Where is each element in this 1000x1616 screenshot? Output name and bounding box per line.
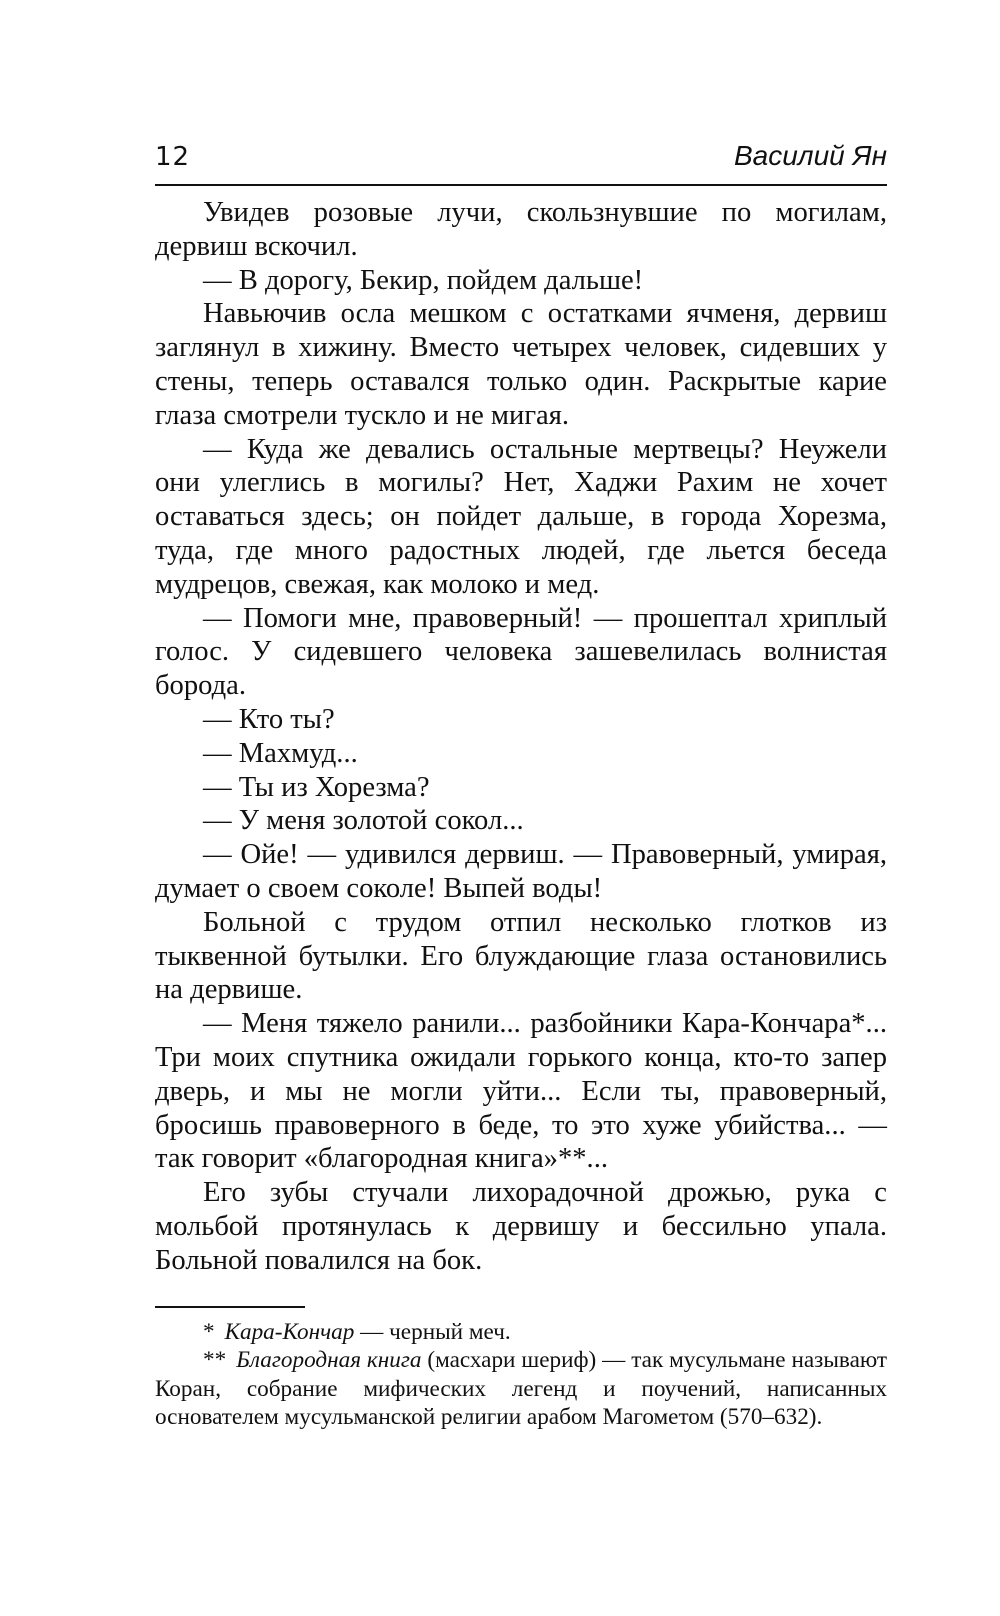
paragraph: Навьючив осла мешком с остатками ячменя, дервиш заглянул в хижину. Вместо четырех человек, сидевших у стены, теперь оставался только один. Раскрытые карие глаза смотрели тускло и не мигая. [155,298,887,431]
paragraph: — У меня золотой сокол... [203,805,524,837]
footnote-divider [155,1306,305,1308]
footnote-term: Благородная книга [236,1347,422,1374]
paragraph: — Ойе! — удивился дервиш. — Правоверный, умирая, думает о своем соколе! Выпей воды! [155,839,887,904]
footnote-mark: * [203,1318,215,1345]
footnote-mark: ** [203,1347,227,1374]
running-head [155,140,887,186]
footnotes [155,1318,887,1432]
running-title: Василий Ян [733,140,887,171]
footnote-term: Кара-Кончар [224,1318,355,1345]
paragraph: — Кто ты? [203,703,335,735]
paragraph: — Куда же девались остальные мертвецы? Неужели они улеглись в могилы? Нет, Хаджи Рахим не хочет оставаться здесь; он пойдет дальше, в города Хорезма, туда, где много радостных людей, где льется беседа мудрецов, свежая, как молоко и мед. [155,433,887,600]
paragraph: — Ты из Хорезма? [203,771,430,803]
book-page [155,140,887,1432]
page-number: 12 [155,142,191,172]
paragraph: Увидев розовые лучи, скользнувшие по могилам, дервиш вскочил. [155,197,887,262]
paragraph: Больной с трудом отпил несколько глотков из тыквенной бутылки. Его блуждающие глаза остановились на дервише. [155,906,887,1006]
footnote [155,1318,887,1347]
footnote-text: — черный меч. [354,1318,511,1345]
paragraph: — В дорогу, Бекир, пойдем дальше! [203,264,644,296]
paragraph: — Помоги мне, правоверный! — прошептал хриплый голос. У сидевшего человека зашевелилась волнистая борода. [155,602,887,702]
footnote-text: (масхари шериф) — так мусульмане называют Коран, собрание мифических легенд и поучений, написанных основателем мусульманской религии арабом Магометом (570–632). [155,1347,888,1431]
paragraph: Его зубы стучали лихорадочной дрожью, рука с мольбой протянулась к дервишу и бессильно упала. Больной повалился на бок. [155,1177,887,1276]
body-text [155,196,887,1278]
paragraph: — Махмуд... [203,737,358,769]
footnote [155,1346,887,1432]
paragraph: — Меня тяжело ранили... разбойники Кара-Кончара*... Три моих спутника ожидали горького конца, кто-то запер дверь, и мы не могли уйти... Если ты, правоверный, бросишь правоверного в беде, то это хуже убийства... — так говорит «благородная книга»**... [155,1008,887,1175]
